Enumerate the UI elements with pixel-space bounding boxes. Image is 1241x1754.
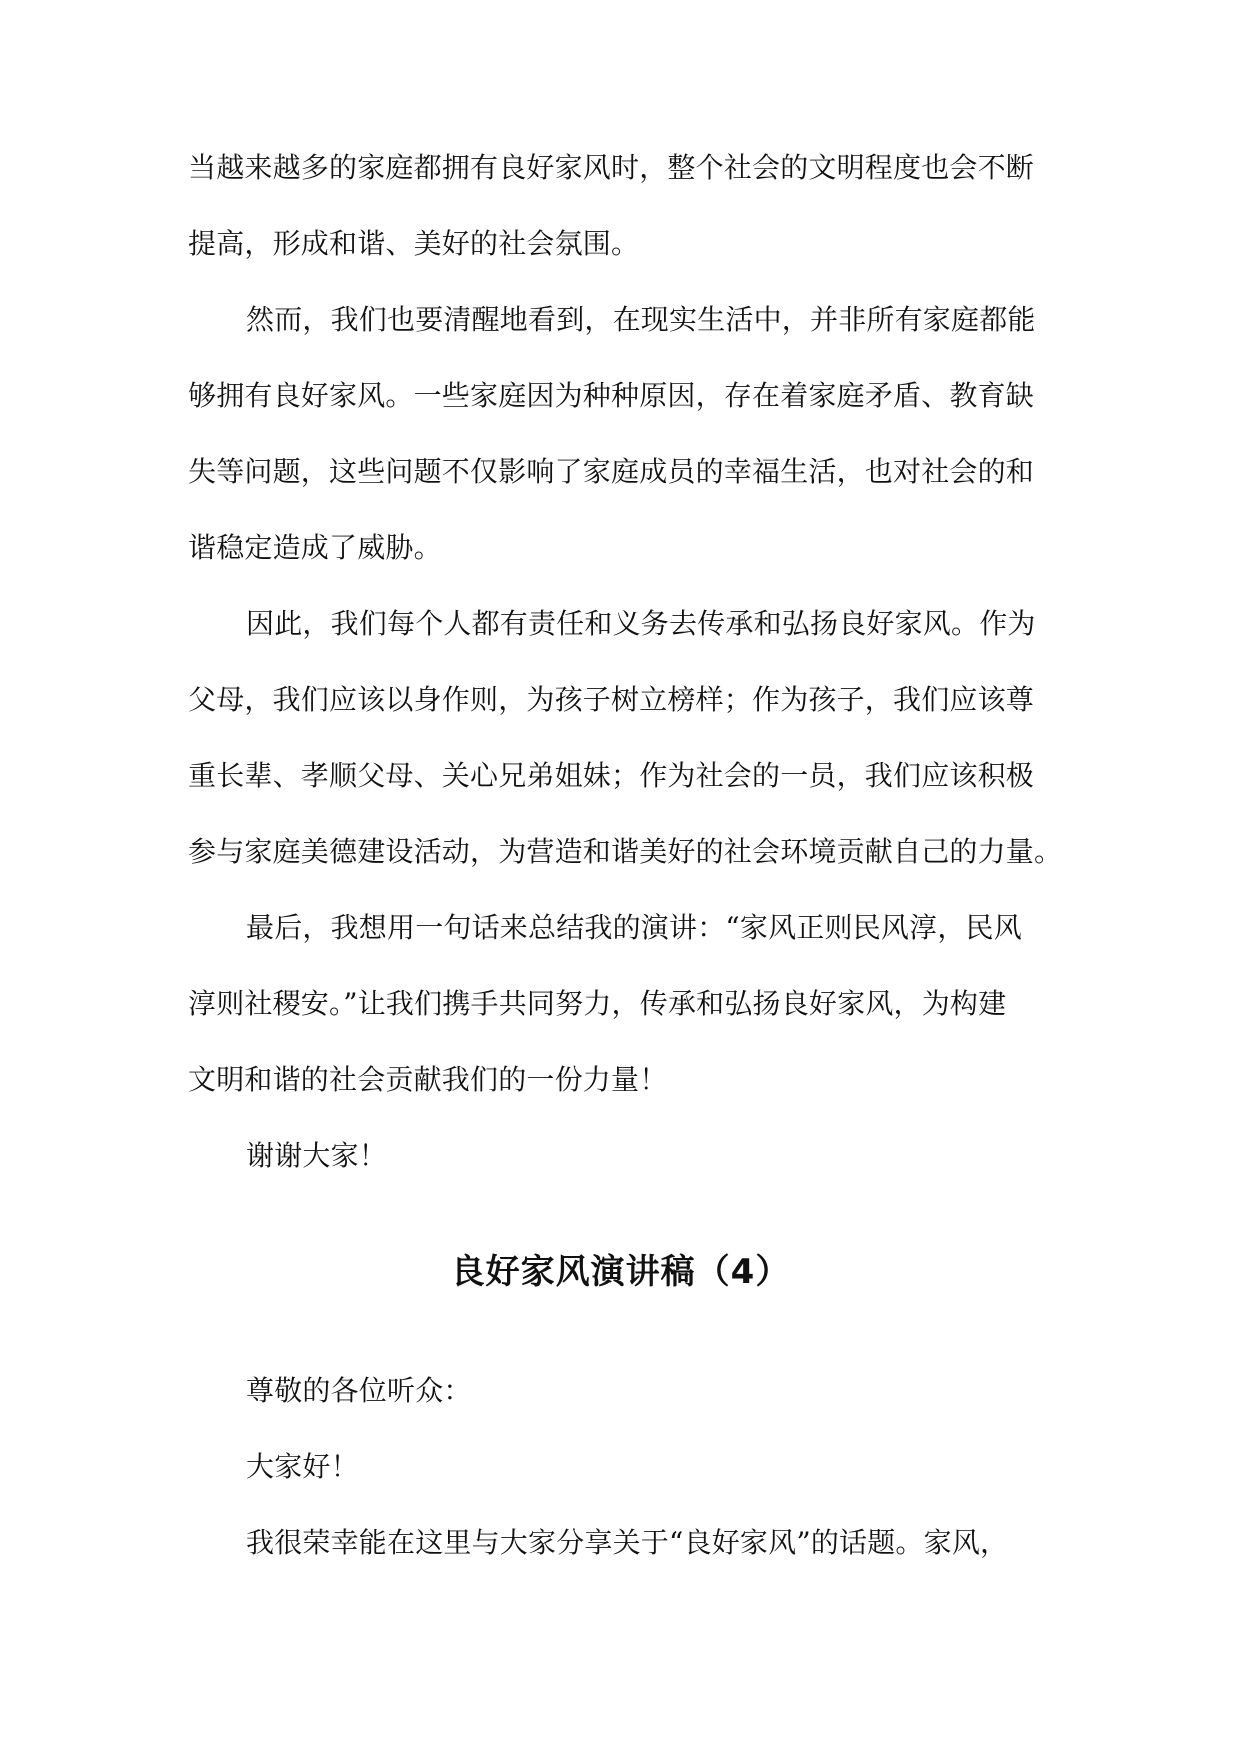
paragraph-line: 文明和谐的社会贡献我们的一份力量！ — [188, 1063, 668, 1096]
paragraph-line: 父母，我们应该以身作则，为孩子树立榜样；作为孩子，我们应该尊 — [188, 683, 1035, 716]
speech-body-part-3 — [188, 148, 1063, 1212]
greeting-line: 大家好！ — [246, 1450, 359, 1483]
heading-container — [0, 1250, 1241, 1294]
closing-line: 谢谢大家！ — [246, 1139, 388, 1172]
paragraph-line: 当越来越多的家庭都拥有良好家风时，整个社会的文明程度也会不断 — [188, 151, 1035, 184]
paragraph-line: 够拥有良好家风。一些家庭因为种种原因，存在着家庭矛盾、教育缺 — [188, 379, 1035, 412]
paragraph-line: 我很荣幸能在这里与大家分享关于“良好家风”的话题。家风， — [246, 1526, 1009, 1559]
paragraph-line: 重长辈、孝顺父母、关心兄弟姐妹；作为社会的一员，我们应该积极 — [188, 759, 1035, 792]
paragraph-line: 最后，我想用一句话来总结我的演讲：“家风正则民风淳，民风 — [246, 911, 1022, 944]
paragraph-line: 失等问题，这些问题不仅影响了家庭成员的幸福生活，也对社会的和 — [188, 455, 1035, 488]
speech-body-part-4 — [188, 1371, 1056, 1599]
salutation-line: 尊敬的各位听众： — [246, 1374, 472, 1407]
paragraph-line: 谐稳定造成了威胁。 — [188, 531, 442, 564]
paragraph-line: 淳则社稷安。”让我们携手共同努力，传承和弘扬良好家风，为构建 — [188, 987, 1007, 1020]
paragraph-line: 然而，我们也要清醒地看到，在现实生活中，并非所有家庭都能 — [246, 303, 1036, 336]
paragraph-line: 参与家庭美德建设活动，为营造和谐美好的社会环境贡献自己的力量。 — [188, 835, 1063, 868]
paragraph-line: 提高，形成和谐、美好的社会氛围。 — [188, 227, 640, 260]
paragraph-line: 因此，我们每个人都有责任和义务去传承和弘扬良好家风。作为 — [246, 607, 1036, 640]
speech-title: 良好家风演讲稿（4） — [450, 1252, 791, 1292]
